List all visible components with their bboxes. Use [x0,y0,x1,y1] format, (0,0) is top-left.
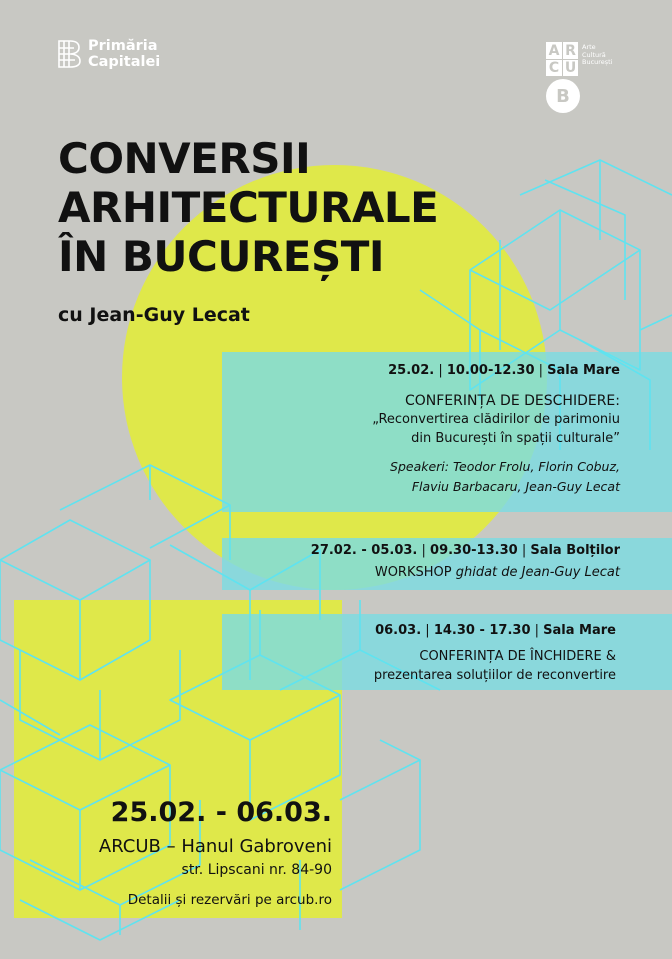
footer-address: str. Lipscani nr. 84-90 [181,862,332,878]
event-3-schedule [374,622,616,640]
title-line: CONVERSII [58,134,311,183]
event-date: 06.03. [375,623,422,638]
primaria-logo-line1: Primăria [88,38,158,54]
primaria-emblem-icon [56,39,82,69]
arcub-side-line: București [582,58,613,66]
poster-title [58,134,438,281]
primaria-logo [56,38,160,70]
separator: | [425,623,430,638]
poster-subtitle: cu Jean-Guy Lecat [58,304,250,326]
event-time: 10.00-12.30 [446,363,535,378]
footer-details-link[interactable]: Detalii și rezervări pe arcub.ro [127,892,332,908]
event-heading: CONFERINȚA DE DESCHIDERE: [404,393,620,409]
arcub-side-line: Arte [582,43,596,51]
event-2 [311,542,620,583]
event-1-schedule [372,362,620,380]
event-heading-rest: ghidat de Jean-Guy Lecat [455,565,620,580]
event-room: Sala Mare [543,623,616,638]
separator: | [438,363,443,378]
arcub-letter: R [562,42,578,59]
event-3 [374,622,616,685]
arcub-side-text [582,44,622,67]
event-date: 27.02. - 05.03. [310,543,418,558]
arcub-letter: A [546,42,562,59]
title-line: ARHITECTURALE [58,183,439,232]
event-line: prezentarea soluțiilor de reconvertire [373,668,616,683]
event-time: 09.30-13.30 [430,543,518,558]
event-date: 25.02. [388,363,435,378]
event-speakers: Flaviu Barbacaru, Jean-Guy Lecat [411,479,620,494]
event-room: Sala Mare [547,363,620,378]
event-2-description [311,563,620,583]
event-2-schedule [311,542,620,560]
footer-venue: ARCUB – Hanul Gabroveni [98,836,332,857]
arcub-side-line: Cultură [582,50,606,59]
primaria-logo-line2: Capitalei [88,54,161,70]
separator: | [521,543,527,558]
arcub-letter: U [562,59,578,76]
event-line: „Reconvertirea clădirilor de parimoniu [372,412,620,427]
event-room: Sala Bolților [530,543,620,558]
separator: | [538,363,544,378]
arcub-letter: C [546,59,562,76]
event-speakers: Speakeri: Teodor Frolu, Florin Cobuz, [390,459,620,474]
footer-dates: 25.02. - 06.03. [110,797,332,828]
separator: | [534,623,540,638]
event-line: din București în spații culturale” [411,431,620,446]
event-1 [372,362,620,497]
separator: | [421,543,426,558]
arcub-logo [546,42,613,113]
event-line: CONFERINȚA DE ÎNCHIDERE & [419,649,616,664]
event-heading: WORKSHOP [374,565,452,580]
event-time: 14.30 - 17.30 [433,623,531,638]
footer-info [99,796,332,910]
arcub-letter: B [546,79,580,113]
title-line: ÎN BUCUREȘTI [58,232,385,281]
